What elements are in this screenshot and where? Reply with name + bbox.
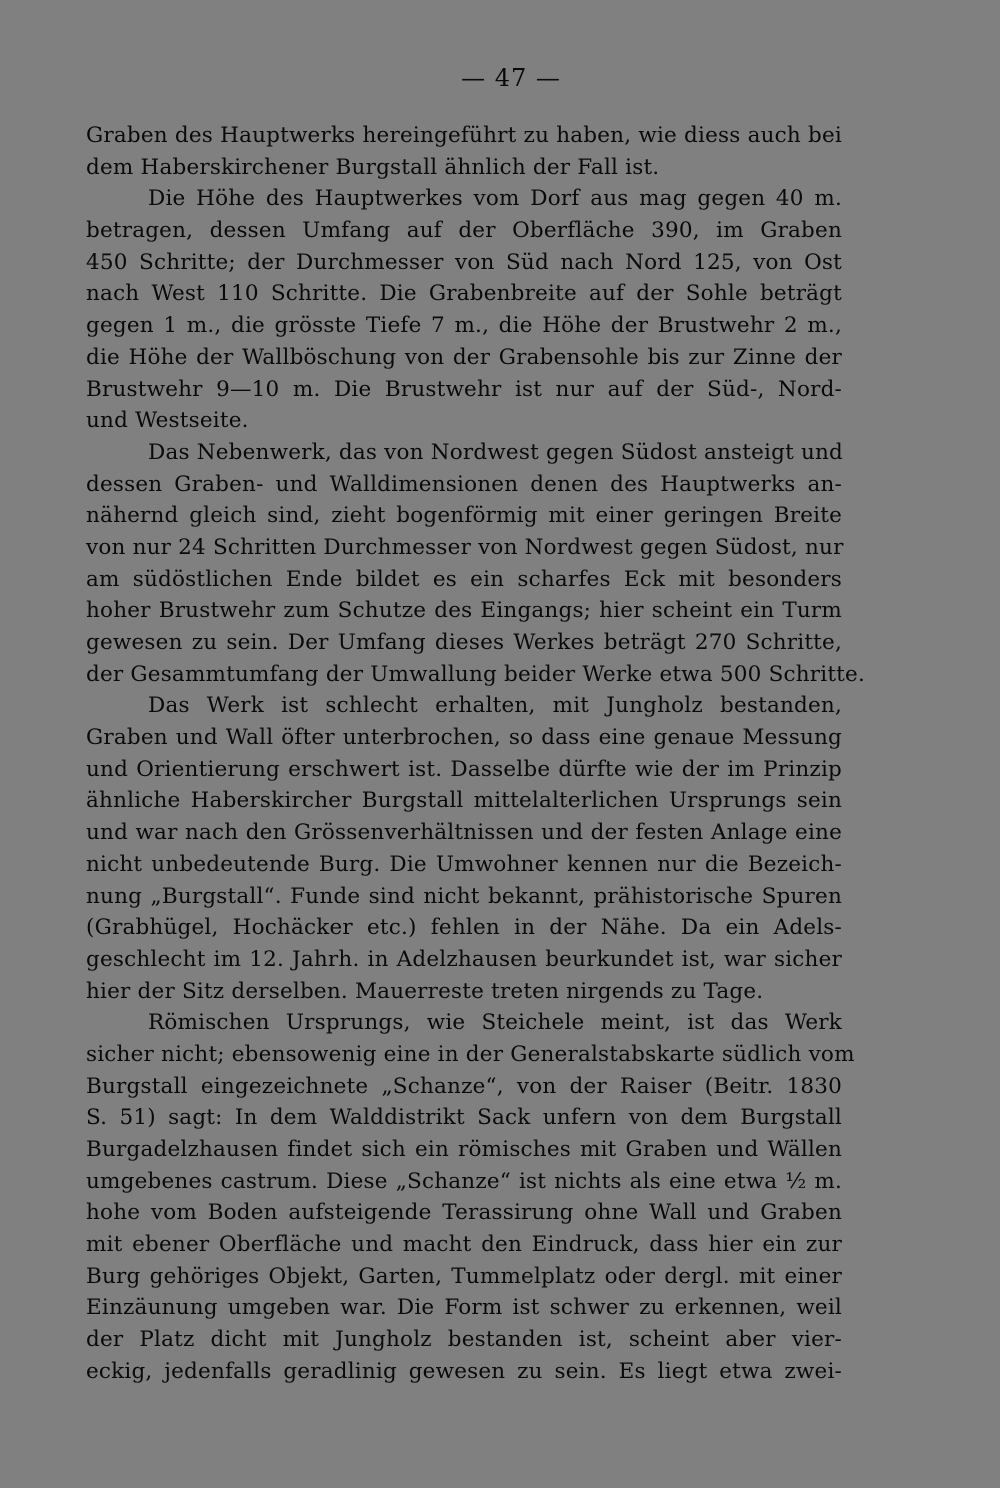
text-line: nach West 110 Schritte. Die Grabenbreite auf der Sohle beträgt bbox=[86, 281, 842, 307]
text-line: hohe vom Boden aufsteigende Terassirung ohne Wall und Graben bbox=[86, 1200, 842, 1226]
text-line: Burgadelzhausen findet sich ein römisches mit Graben und Wällen bbox=[86, 1137, 842, 1162]
text-line: mit ebener Oberfläche und macht den Eindruck, dass hier ein zur bbox=[86, 1232, 842, 1258]
text-line: eckig, jedenfalls geradlinig gewesen zu sein. Es liegt etwa zwei- bbox=[86, 1358, 842, 1384]
text-line: betragen, dessen Umfang auf der Oberfläche 390, im Graben bbox=[86, 218, 842, 244]
page-number: — 47 — bbox=[461, 64, 561, 92]
text-line: Burg gehöriges Objekt, Garten, Tummelplatz oder dergl. mit einer bbox=[86, 1263, 842, 1289]
text-line: Burgstall eingezeichnete „Schanze“, von der Raiser (Beitr. 1830 bbox=[86, 1073, 842, 1099]
text-line: geschlecht im 12. Jahrh. in Adelzhausen beurkundet ist, war sicher bbox=[86, 946, 842, 972]
text-line: ähnliche Haberskircher Burgstall mittelalterlichen Ursprungs sein bbox=[86, 788, 842, 814]
text-line: die Höhe der Wallböschung von der Grabensohle bis zur Zinne der bbox=[86, 344, 842, 370]
text-line: (Grabhügel, Hochäcker etc.) fehlen in der Nähe. Da ein Adels- bbox=[86, 915, 842, 941]
text-line: Brustwehr 9—10 m. Die Brustwehr ist nur auf der Süd-, Nord- bbox=[86, 376, 842, 402]
text-line: Das Nebenwerk, das von Nordwest gegen Südost ansteigt und bbox=[148, 439, 844, 465]
text-line: dem Haberskirchener Burgstall ähnlich der Fall ist. bbox=[86, 154, 660, 180]
text-line: Römischen Ursprungs, wie Steichele meint, ist das Werk bbox=[148, 1010, 842, 1036]
text-line: nähernd gleich sind, zieht bogenförmig mit einer geringen Breite bbox=[86, 503, 842, 529]
text-line: dessen Graben- und Walldimensionen denen des Hauptwerks an- bbox=[86, 471, 842, 497]
text-line: sicher nicht; ebensowenig eine in der Generalstabskarte südlich vom bbox=[86, 1041, 855, 1067]
text-line: Graben des Hauptwerks hereingeführt zu haben, wie diess auch bei bbox=[86, 123, 842, 148]
text-line: von nur 24 Schritten Durchmesser von Nordwest gegen Südost, nur bbox=[86, 534, 844, 560]
text-line: Die Höhe des Hauptwerkes vom Dorf aus mag gegen 40 m. bbox=[148, 186, 842, 212]
text-line: 450 Schritte; der Durchmesser von Süd nach Nord 125, von Ost bbox=[86, 249, 842, 275]
text-line: und war nach den Grössenverhältnissen und der festen Anlage eine bbox=[86, 820, 842, 846]
text-line: der Platz dicht mit Jungholz bestanden ist, scheint aber vier- bbox=[86, 1327, 842, 1353]
text-line: hier der Sitz derselben. Mauerreste treten nirgends zu Tage. bbox=[86, 978, 764, 1004]
text-line: Einzäunung umgeben war. Die Form ist schwer zu erkennen, weil bbox=[86, 1295, 842, 1321]
text-line: hoher Brustwehr zum Schutze des Eingangs; hier scheint ein Turm bbox=[86, 598, 842, 624]
text-line: nung „Burgstall“. Funde sind nicht bekannt, prähistorische Spuren bbox=[86, 883, 842, 909]
text-line: umgebenes castrum. Diese „Schanze“ ist nichts als eine etwa ½ m. bbox=[86, 1168, 842, 1194]
text-line: nicht unbedeutende Burg. Die Umwohner kennen nur die Bezeich- bbox=[86, 851, 842, 877]
text-line: gegen 1 m., die grösste Tiefe 7 m., die Höhe der Brustwehr 2 m., bbox=[86, 313, 842, 339]
text-line: S. 51) sagt: In dem Walddistrikt Sack unfern von dem Burgstall bbox=[86, 1105, 842, 1131]
text-line: Graben und Wall öfter unterbrochen, so dass eine genaue Messung bbox=[86, 725, 842, 751]
text-line: Das Werk ist schlecht erhalten, mit Jungholz bestanden, bbox=[148, 693, 842, 719]
text-line: und Westseite. bbox=[86, 408, 249, 434]
text-line: und Orientierung erschwert ist. Dasselbe dürfte wie der im Prinzip bbox=[86, 756, 842, 782]
body-text bbox=[86, 120, 865, 1388]
text-line: gewesen zu sein. Der Umfang dieses Werkes beträgt 270 Schritte, bbox=[86, 630, 842, 655]
text-line: am südöstlichen Ende bildet es ein scharfes Eck mit besonders bbox=[86, 566, 842, 592]
text-line: der Gesammtumfang der Umwallung beider Werke etwa 500 Schritte. bbox=[86, 661, 865, 687]
